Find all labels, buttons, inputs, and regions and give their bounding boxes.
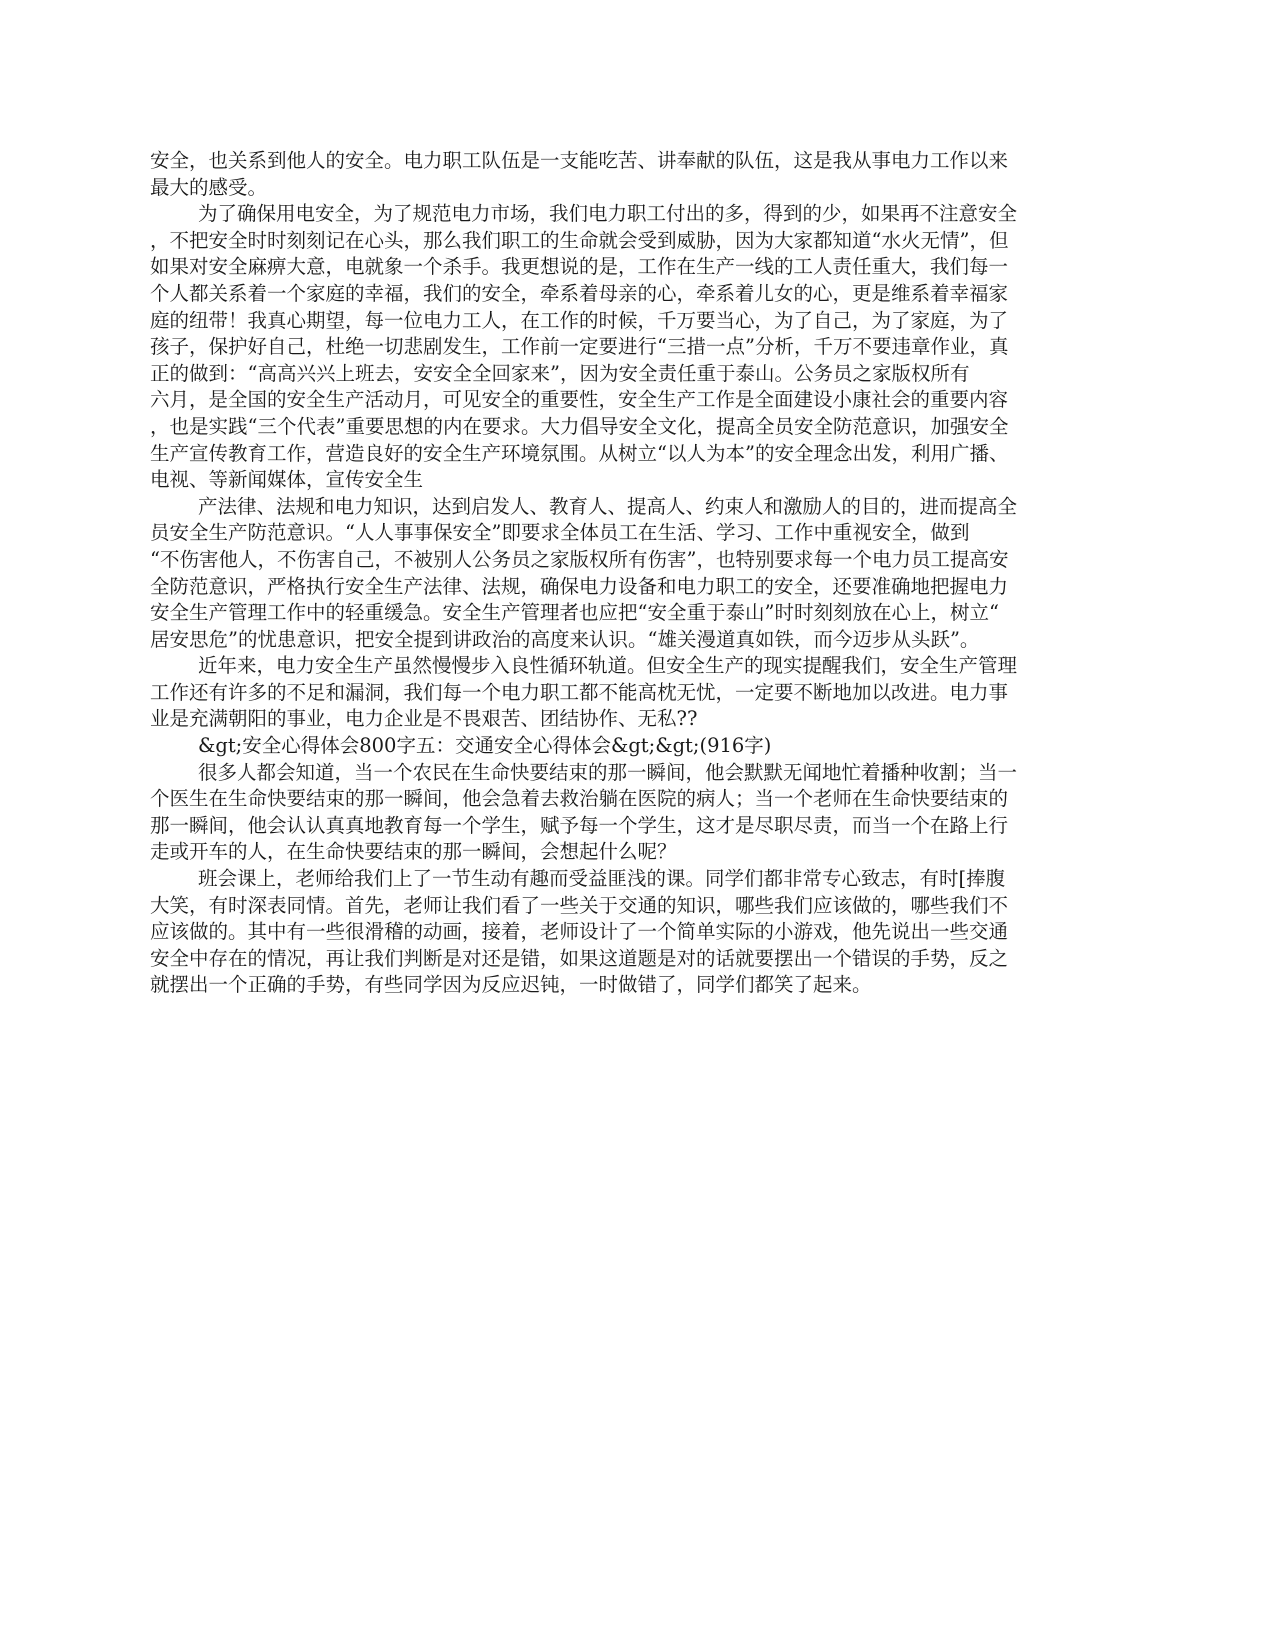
text-line: 个人都关系着一个家庭的幸福，我们的安全，牵系着母亲的心，牵系着儿女的心，更是维系着幸福家 xyxy=(150,281,1009,305)
text-line: ，不把安全时时刻刻记在心头，那么我们职工的生命就会受到威胁，因为大家都知道“水火无情”，但 xyxy=(150,228,1009,252)
text-line: 生产宣传教育工作，营造良好的安全生产环境氛围。从树立“以人为本”的安全理念出发，利用广播、 xyxy=(150,441,1009,465)
text-line: 员安全生产防范意识。“人人事事保安全”即要求全体员工在生活、学习、工作中重视安全，做到 xyxy=(150,521,970,545)
text-line: 产法律、法规和电力知识，达到启发人、教育人、提高人、约束人和激励人的目的，进而提高全 xyxy=(198,494,1018,518)
text-line: 班会课上，老师给我们上了一节生动有趣而受益匪浅的课。同学们都非常专心致志，有时[捧腹 xyxy=(198,867,1006,891)
text-line: 就摆出一个正确的手势，有些同学因为反应迟钝，一时做错了，同学们都笑了起来。 xyxy=(150,973,872,997)
text-line: 孩子，保护好自己，杜绝一切悲剧发生，工作前一定要进行“三措一点”分析，千万不要违章作业，真 xyxy=(150,335,1009,359)
text-line: 大笑，有时深表同情。首先，老师让我们看了一些关于交通的知识，哪些我们应该做的，哪些我们不 xyxy=(150,893,1009,917)
text-line: 六月，是全国的安全生产活动月，可见安全的重要性，安全生产工作是全面建设小康社会的重要内容 xyxy=(150,388,1009,412)
text-line: 全防范意识，严格执行安全生产法律、法规，确保电力设备和电力职工的安全，还要准确地把握电力 xyxy=(150,574,1009,598)
text-line: 近年来，电力安全生产虽然慢慢步入良性循环轨道。但安全生产的现实提醒我们，安全生产管理 xyxy=(198,654,1018,678)
text-line: 工作还有许多的不足和漏洞，我们每一个电力职工都不能高枕无忧，一定要不断地加以改进。电力事 xyxy=(150,680,1009,704)
text-line: 安全，也关系到他人的安全。电力职工队伍是一支能吃苦、讲奉献的队伍，这是我从事电力工作以来 xyxy=(150,149,1009,172)
document-body xyxy=(150,148,1125,999)
text-line: 如果对安全麻痹大意，电就象一个杀手。我更想说的是，工作在生产一线的工人责任重大，我们每一 xyxy=(150,255,1009,279)
text-line: ，也是实践“三个代表”重要思想的内在要求。大力倡导安全文化，提高全员安全防范意识，加强安全 xyxy=(150,414,1009,438)
text-line: 安全中存在的情况，再让我们判断是对还是错，如果这道题是对的话就要摆出一个错误的手势，反之 xyxy=(150,946,1009,970)
text-line: 应该做的。其中有一些很滑稽的动画，接着，老师设计了一个简单实际的小游戏，他先说出一些交通 xyxy=(150,920,1009,944)
text-line: 电视、等新闻媒体，宣传安全生 xyxy=(150,468,424,492)
text-line: 庭的纽带！我真心期望，每一位电力工人，在工作的时候，千万要当心，为了自己，为了家庭，为了 xyxy=(150,308,1009,332)
text-line: 最大的感受。 xyxy=(150,175,268,199)
text-line: 居安思危”的忧患意识，把安全提到讲政治的高度来认识。“雄关漫道真如铁，而今迈步从头跃”。 xyxy=(150,627,980,651)
text-line: 正的做到：“高高兴兴上班去，安安全全回家来”，因为安全责任重于泰山。公务员之家版权所有 xyxy=(150,361,970,385)
text-line: 那一瞬间，他会认认真真地教育每一个学生，赋予每一个学生，这才是尽职尽责，而当一个在路上行 xyxy=(150,813,1009,837)
text-line: 很多人都会知道，当一个农民在生命快要结束的那一瞬间，他会默默无闻地忙着播种收割；当一 xyxy=(198,760,1018,784)
text-line: 走或开车的人，在生命快要结束的那一瞬间，会想起什么呢？ xyxy=(150,840,677,864)
text-line: “不伤害他人，不伤害自己，不被别人公务员之家版权所有伤害”，也特别要求每一个电力员工提高安 xyxy=(150,547,1009,571)
text-line: 业是充满朝阳的事业，电力企业是不畏艰苦、团结协作、无私?? xyxy=(150,707,698,731)
text-line: 安全生产管理工作中的轻重缓急。安全生产管理者也应把“安全重于泰山”时时刻刻放在心上，树立“ xyxy=(150,601,999,625)
text-line: &gt;安全心得体会800字五：交通安全心得体会&gt;&gt;(916字) xyxy=(198,734,772,758)
text-line: 为了确保用电安全，为了规范电力市场，我们电力职工付出的多，得到的少，如果再不注意安全 xyxy=(198,202,1018,226)
text-line: 个医生在生命快要结束的那一瞬间，他会急着去救治躺在医院的病人；当一个老师在生命快要结束的 xyxy=(150,787,1009,811)
